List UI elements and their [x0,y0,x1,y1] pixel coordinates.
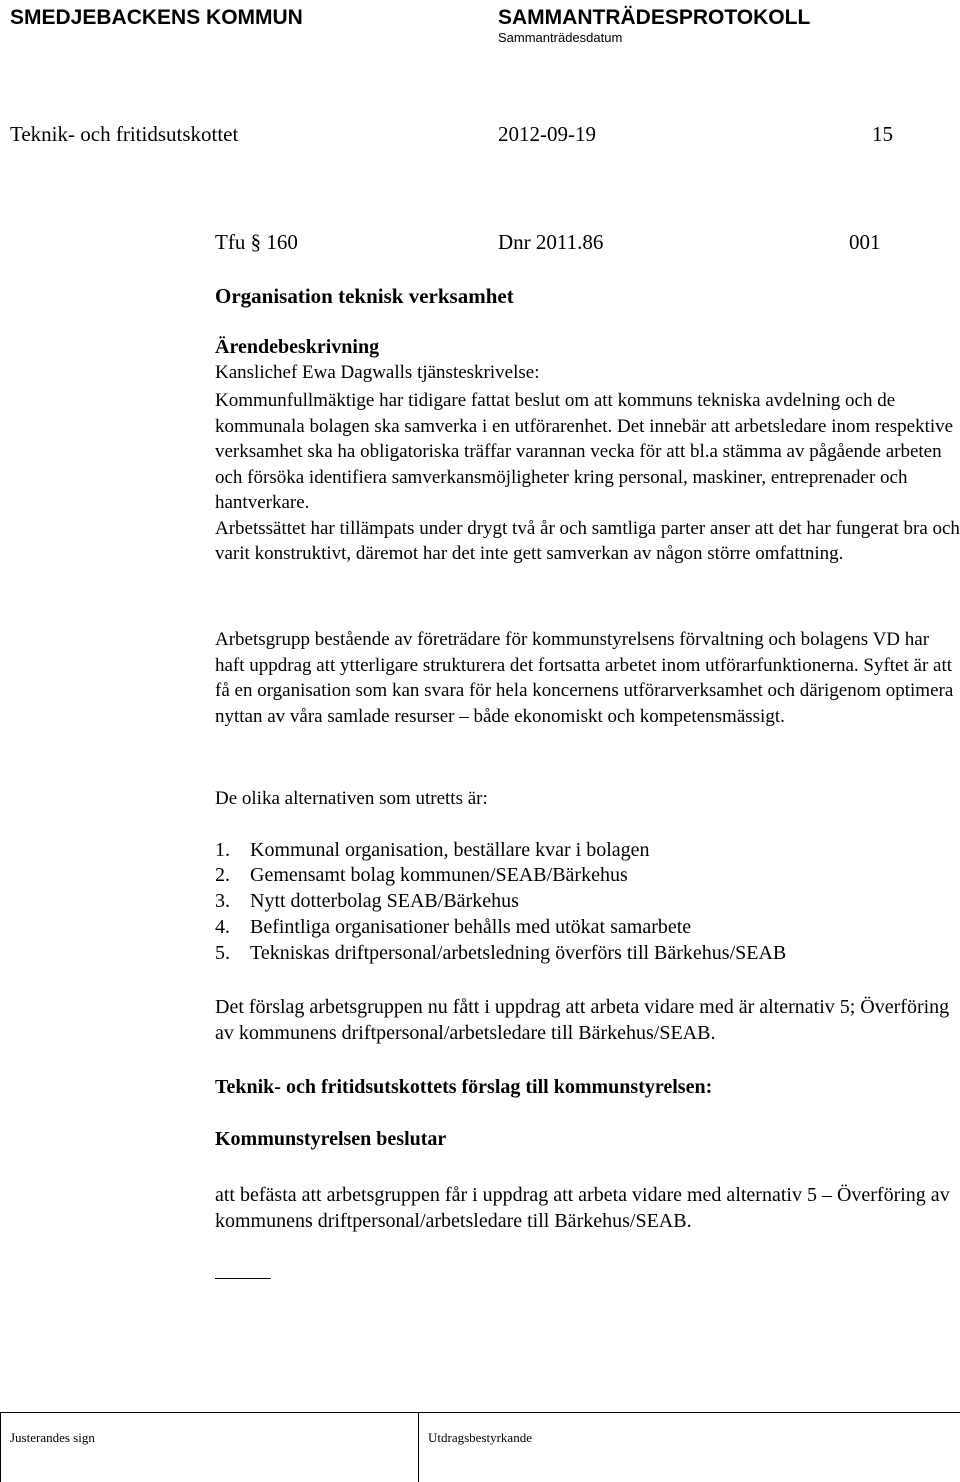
decision-text: att befästa att arbetsgruppen får i uppdrag att arbeta vidare med alternativ 5 – Överföring av kommunens driftpersonal/arbetsledare till Bärkehus/SEAB. [215,1184,950,1232]
proposal-text-block [215,994,960,1046]
list-text: Kommunal organisation, beställare kvar i bolagen [250,839,650,861]
case-intro: Kanslichef Ewa Dagwalls tjänsteskrivelse: [215,362,540,383]
case-description [215,388,960,567]
paragraph-2: Arbetsgrupp bestående av företrädare för kommunstyrelsens förvaltning och bolagens VD har haft uppdrag att ytterligare strukturera det fortsatta arbetet inom utförarfunktionerna. Syftet är att få en organisation som kan svara för hela koncernens utförarverksamhet och därigenom optimera nyttan av våra samlade resurser – både ekonomiskt och kompetensmässigt. [215,629,954,727]
list-number: 1. [215,839,230,861]
list-text: Gemensamt bolag kommunen/SEAB/Bärkehus [250,864,628,886]
page-number: 15 [872,122,893,146]
meeting-date-label: Sammanträdesdatum [498,30,623,45]
footer-top-rule [0,1412,960,1413]
diary-number: Dnr 2011.86 [498,230,604,254]
decision-heading: Kommunstyrelsen beslutar [215,1128,447,1150]
list-item [215,916,691,939]
footer-divider [418,1412,419,1482]
list-item [215,839,650,862]
list-number: 4. [215,916,230,938]
list-text: Befintliga organisationer behålls med utökat samarbete [250,916,692,938]
list-text: Nytt dotterbolag SEAB/Bärkehus [250,890,519,912]
organization-name: SMEDJEBACKENS KOMMUN [10,6,303,29]
paragraph-1a: Kommunfullmäktige har tidigare fattat beslut om att kommuns tekniska avdelning och de kommunala bolagen ska samverka i en utförarenhet. Det innebär att arbetsledare inom respektive verksamhet ska ha obligatoriska träffar varannan vecka för att bl.a stämma av pågående arbeten och försöka identifiera samverkansmöjligheter kring personal, maskiner, entreprenader och hantverkare. [215,390,954,513]
archive-code: 001 [849,230,881,254]
proposal-heading: Teknik- och fritidsutskottets förslag till kommunstyrelsen: [215,1076,713,1098]
footer-left-rule [0,1412,1,1482]
list-item [215,864,628,887]
paragraph-1b: Arbetssättet har tillämpats under drygt två år och samtliga parter anser att det har fungerat bra och varit konstruktivt, däremot har det inte gett samverkan av någon större omfattning. [215,517,960,564]
list-item [215,890,519,913]
end-rule [215,1278,271,1279]
page-title: Organisation teknisk verksamhet [215,284,514,308]
case-description-2 [215,627,960,729]
sign-label: Justerandes sign [10,1430,95,1445]
list-number: 5. [215,942,230,964]
decision-text-block [215,1182,960,1234]
committee-name: Teknik- och fritidsutskottet [10,122,239,146]
list-number: 2. [215,864,230,886]
document-type: SAMMANTRÄDESPROTOKOLL [498,6,811,29]
meeting-date: 2012-09-19 [498,122,596,146]
proposal-text: Det förslag arbetsgruppen nu fått i uppdrag att arbeta vidare med är alternativ 5; Överföring av kommunens driftpersonal/arbetsledare till Bärkehus/SEAB. [215,996,950,1044]
list-text: Tekniskas driftpersonal/arbetsledning överförs till Bärkehus/SEAB [250,942,787,964]
list-number: 3. [215,890,230,912]
extract-label: Utdragsbestyrkande [428,1430,532,1445]
paragraph-reference: Tfu § 160 [215,230,298,254]
list-item [215,942,786,965]
case-heading: Ärendebeskrivning [215,336,380,358]
alternatives-intro: De olika alternativen som utretts är: [215,788,488,809]
